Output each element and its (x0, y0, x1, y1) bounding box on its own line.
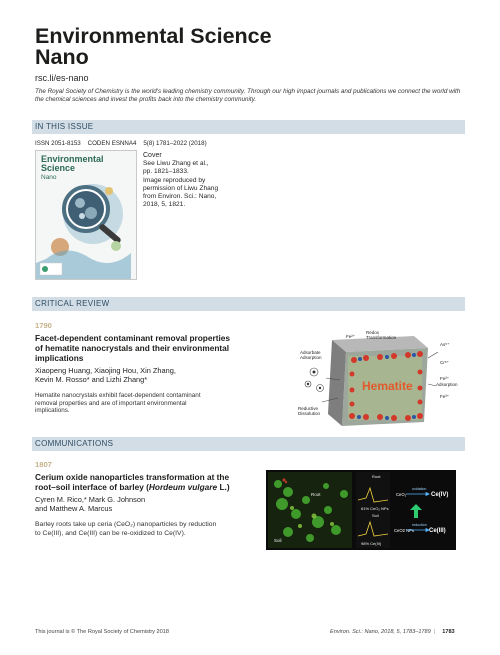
summary-line: to Ce(III), and Ce(III) can be re-oxidized to Ce(IV). (35, 530, 186, 537)
article-title-line (35, 482, 265, 492)
graphic-label: Ce(III) (429, 528, 446, 534)
authors-line: and Matthew A. Marcus (35, 504, 113, 513)
footer-copyright: This journal is © The Royal Society of Chemistry 2018 (35, 629, 169, 635)
article-page-number: 1807 (35, 460, 52, 469)
graphic-label: reduction (412, 523, 427, 527)
hematite-graphic (296, 328, 462, 428)
title-text: root–soil interface of barley ( (35, 482, 149, 492)
issn-line: ISSN 2051-8153 CODEN ESNNA4 5(8) 1781–2022 (2018) (35, 140, 207, 147)
graphic-label: CeO2 NPs (394, 528, 415, 533)
graphic-label: Adsorption (436, 382, 458, 387)
article-summary (35, 520, 216, 538)
graphic-label: Ce(IV) (431, 492, 449, 498)
cover-label: Cover (143, 152, 162, 159)
graphic-label: Redox (366, 330, 380, 335)
graphic-label: Fe³⁺ (440, 394, 450, 399)
article-title-line: Cerium oxide nanoparticles transformation at the (35, 472, 230, 482)
cover-text-line: See Liwu Zhang et al., (143, 160, 209, 168)
article-page-number: 1790 (35, 321, 52, 330)
article-title-line: Facet-dependent contaminant removal properties (35, 333, 231, 343)
article-authors (35, 495, 145, 513)
graphic-label: Root (311, 492, 321, 497)
authors-line: Xiaopeng Huang, Xiaojing Hou, Xin Zhang, (35, 366, 176, 375)
cover-illustration (36, 151, 136, 279)
cover-text-line: pp. 1821–1833. (143, 168, 189, 176)
journal-title-line2: Nano (35, 45, 89, 69)
article-authors (35, 366, 176, 384)
title-italic-text: Hordeum vulgare (148, 482, 218, 492)
footer-citation (330, 629, 455, 635)
ceria-graphic (266, 470, 456, 550)
section-bar-communications (32, 437, 465, 451)
graphic-label: Soil (372, 513, 379, 518)
article-title-line: implications (35, 353, 84, 363)
graphic-label: Transformation (366, 335, 397, 340)
graphic-label: Soil (274, 538, 282, 543)
cover-text-line: permission of Liwu Zhang (143, 184, 219, 192)
footer-page-number: 1783 (442, 629, 455, 635)
graphic-label: 81% CeO₂ NPs (361, 506, 389, 511)
section-bar-in-this-issue (32, 120, 465, 134)
graphic-label: Dissolution (298, 411, 321, 416)
footer-separator: | (433, 629, 436, 635)
cover-mini-title-1: Environmental (41, 154, 104, 164)
article-title[interactable] (35, 472, 265, 492)
section-bar-critical-review (32, 297, 465, 311)
summary-line: Barley roots take up ceria (CeO₂) nanoparticles by reduction (35, 521, 217, 528)
section-heading: COMMUNICATIONS (35, 439, 114, 448)
tagline: The Royal Society of Chemistry is the world's leading chemistry community. Through our high impact journals and publications we connect the world with the chemical sciences and invest the profits back into the chemistry community. (35, 88, 461, 104)
cover-mini-title-2: Science (41, 163, 76, 173)
article-title[interactable] (35, 333, 275, 363)
graphic-label: Reductive (298, 406, 319, 411)
graphic-label: As⁵⁺ (440, 342, 450, 347)
authors-line: Cyren M. Rico,* Mark G. Johnson (35, 495, 146, 504)
graphic-label: Adsorption (300, 355, 322, 360)
cover-description (143, 152, 273, 209)
graphic-label: 98% Ce(III) (361, 541, 382, 546)
graphic-label: CeO₂ (396, 492, 407, 497)
cover-text-line: from Environ. Sci.: Nano, (143, 193, 217, 201)
graphic-center-label: Hematite (362, 379, 413, 393)
graphic-label: Root (372, 474, 381, 479)
graphic-label: Adsorbate (300, 350, 321, 355)
cover-mini-title-3: Nano (41, 174, 57, 181)
journal-title (35, 26, 272, 68)
cover-text-line: 2018, 5, 1821. (143, 201, 186, 209)
summary-line: implications. (35, 407, 70, 415)
section-heading: CRITICAL REVIEW (35, 299, 110, 308)
title-text: L.) (217, 482, 230, 492)
article-summary (35, 392, 201, 415)
graphic-label: Fe²⁺ (346, 334, 356, 339)
summary-line: removal properties and are of important environmental (35, 399, 187, 407)
summary-line: Hematite nanocrystals exhibit facet-dependent contaminant (35, 392, 201, 399)
graphic-label: Fe²⁺ (440, 376, 450, 381)
authors-line: Kevin M. Rosso* and Lizhi Zhang* (35, 375, 148, 384)
graphic-label: oxidation (412, 487, 427, 491)
journal-title-line1: Environmental Science (35, 24, 272, 48)
footer-journal-citation: Environ. Sci.: Nano, 2018, 5, 1783–1789 (330, 629, 431, 635)
cover-image[interactable] (35, 150, 137, 280)
article-title-line: of hematite nanocrystals and their environmental (35, 343, 230, 353)
journal-url[interactable]: rsc.li/es-nano (35, 73, 89, 83)
section-heading: IN THIS ISSUE (35, 122, 94, 131)
graphic-label: Cr⁶⁺ (440, 360, 449, 365)
cover-text-line: Image reproduced by (143, 176, 206, 184)
